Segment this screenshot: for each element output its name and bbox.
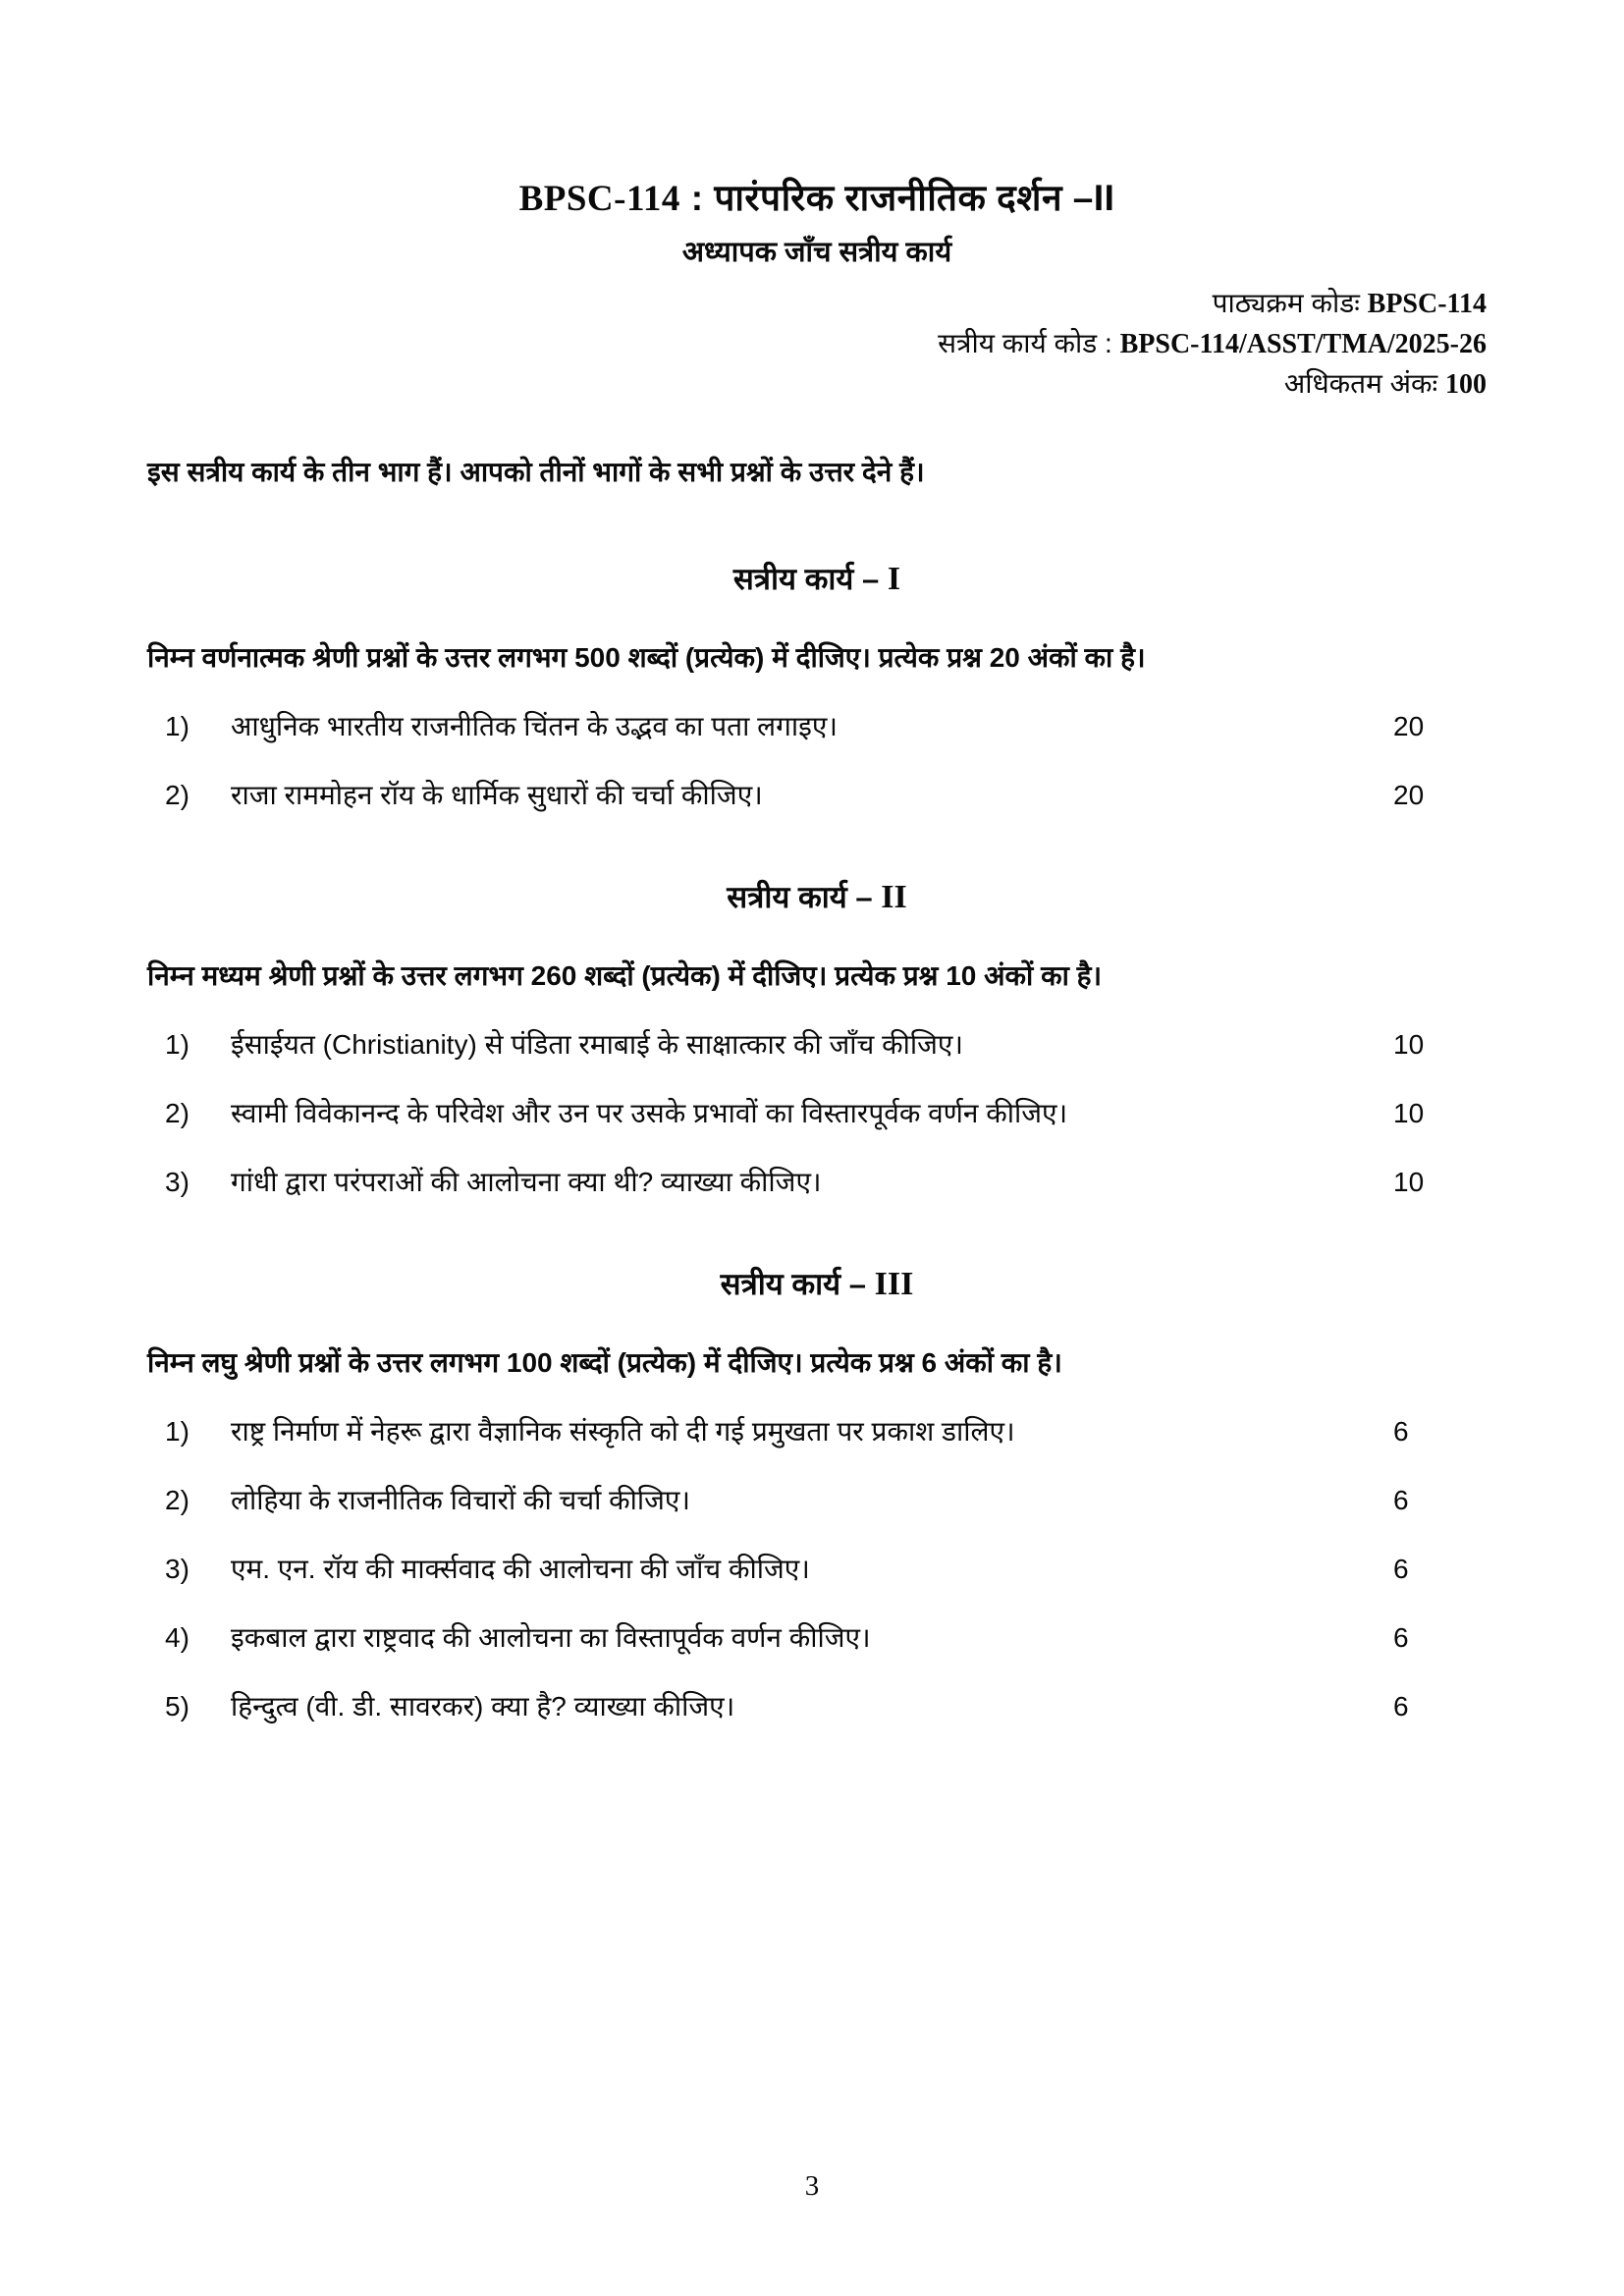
question-row — [147, 1161, 1487, 1204]
question-marks: 6 — [1393, 1554, 1409, 1585]
max-marks-value: 100 — [1445, 369, 1487, 401]
question-text: राजा राममोहन रॉय के धार्मिक सुधारों की चर्चा कीजिए। — [231, 780, 763, 811]
question-text: एम. एन. रॉय की मार्क्सवाद की आलोचना की जाँच कीजिए। — [231, 1554, 810, 1585]
question-marks: 10 — [1393, 1098, 1425, 1129]
section-3-heading — [147, 1263, 1487, 1306]
question-text: राष्ट्र निर्माण में नेहरू द्वारा वैज्ञानिक संस्कृति को दी गई प्रमुखता पर प्रकाश डालिए। — [231, 1416, 1015, 1448]
question-text: इकबाल द्वारा राष्ट्रवाद की आलोचना का विस्तापूर्वक वर्णन कीजिए। — [231, 1622, 871, 1654]
question-row — [147, 1479, 1487, 1522]
question-number: 3) — [165, 1554, 189, 1585]
course-code-label: पाठ्यक्रम कोडः — [1212, 288, 1360, 319]
section-1-heading-numeral: I — [887, 561, 901, 598]
question-text: स्वामी विवेकानन्द के परिवेश और उन पर उसके प्रभावों का विस्तारपूर्वक वर्णन कीजिए। — [231, 1098, 1068, 1129]
question-number: 2) — [165, 1098, 189, 1129]
question-number: 5) — [165, 1691, 189, 1722]
intro-note: इस सत्रीय कार्य के तीन भाग हैं। आपको तीनों भागों के सभी प्रश्नों के उत्तर देने हैं। — [147, 457, 925, 488]
section-1 — [147, 558, 1487, 817]
question-row — [147, 705, 1487, 748]
question-row — [147, 1685, 1487, 1728]
question-marks: 20 — [1393, 711, 1425, 742]
question-row — [147, 1023, 1487, 1066]
title-separator: : — [690, 178, 704, 218]
question-number: 2) — [165, 780, 189, 811]
max-marks-label: अधिकतम अंकः — [1283, 368, 1438, 400]
question-row — [147, 1410, 1487, 1453]
section-3-heading-numeral: III — [874, 1266, 914, 1303]
question-text: ईसाईयत (Christianity) से पंडिता रमाबाई के साक्षात्कार की जाँच कीजिए। — [231, 1029, 963, 1061]
section-1-instruction: निम्न वर्णनात्मक श्रेणी प्रश्नों के उत्तर लगभग 500 शब्दों (प्रत्येक) में दीजिए। प्रत्येक प्रश्न 20 अंकों का है। — [147, 642, 1146, 674]
page-number: 3 — [804, 2170, 820, 2202]
page-title — [147, 177, 1487, 221]
question-marks: 6 — [1393, 1485, 1409, 1516]
question-number: 1) — [165, 711, 189, 742]
assignment-subtitle: अध्यापक जाँच सत्रीय कार्य — [681, 237, 952, 269]
question-text: आधुनिक भारतीय राजनीतिक चिंतन के उद्भव का पता लगाइए। — [231, 711, 838, 742]
section-3 — [147, 1263, 1487, 1728]
question-row — [147, 1548, 1487, 1591]
question-number: 3) — [165, 1167, 189, 1198]
assignment-code-value: BPSC-114/ASST/TMA/2025-26 — [1119, 329, 1487, 360]
question-text: गांधी द्वारा परंपराओं की आलोचना क्या थी? व्याख्या कीजिए। — [231, 1167, 822, 1198]
question-marks: 20 — [1393, 780, 1425, 811]
question-number: 4) — [165, 1622, 189, 1654]
meta-block — [147, 284, 1487, 405]
course-code-value: BPSC-114 — [1367, 289, 1487, 320]
question-row — [147, 1092, 1487, 1135]
question-number: 2) — [165, 1485, 189, 1516]
title-text: पारंपरिक राजनीतिक दर्शन –II — [714, 178, 1115, 218]
question-marks: 10 — [1393, 1167, 1425, 1198]
assignment-code-label: सत्रीय कार्य कोड : — [938, 328, 1112, 359]
section-2-heading — [147, 876, 1487, 919]
question-row — [147, 774, 1487, 817]
section-2-heading-text: सत्रीय कार्य – — [727, 880, 873, 915]
question-text: लोहिया के राजनीतिक विचारों की चर्चा कीजिए। — [231, 1485, 691, 1516]
question-text: हिन्दुत्व (वी. डी. सावरकर) क्या है? व्याख्या कीजिए। — [231, 1691, 735, 1722]
question-number: 1) — [165, 1029, 189, 1061]
course-code-line — [147, 284, 1487, 324]
section-2-heading-numeral: II — [881, 879, 907, 916]
section-1-heading — [147, 558, 1487, 601]
section-2-instruction: निम्न मध्यम श्रेणी प्रश्नों के उत्तर लगभग 260 शब्दों (प्रत्येक) में दीजिए। प्रत्येक प्रश्न 10 अंकों का है। — [147, 960, 1103, 992]
question-marks: 6 — [1393, 1416, 1409, 1448]
section-3-questions — [147, 1410, 1487, 1728]
question-number: 1) — [165, 1416, 189, 1448]
question-marks: 6 — [1393, 1622, 1409, 1654]
question-marks: 10 — [1393, 1029, 1425, 1061]
question-marks: 6 — [1393, 1691, 1409, 1722]
max-marks-line — [147, 364, 1487, 405]
question-row — [147, 1616, 1487, 1660]
section-1-heading-text: सत्रीय कार्य – — [732, 562, 880, 597]
section-3-heading-text: सत्रीय कार्य – — [720, 1267, 867, 1302]
assignment-code-line — [147, 324, 1487, 364]
course-code: BPSC-114 — [518, 179, 680, 219]
section-2 — [147, 876, 1487, 1204]
section-3-instruction: निम्न लघु श्रेणी प्रश्नों के उत्तर लगभग 100 शब्दों (प्रत्येक) में दीजिए। प्रत्येक प्रश्न 6 अंकों का है। — [147, 1347, 1062, 1379]
section-1-questions — [147, 705, 1487, 817]
section-2-questions — [147, 1023, 1487, 1204]
